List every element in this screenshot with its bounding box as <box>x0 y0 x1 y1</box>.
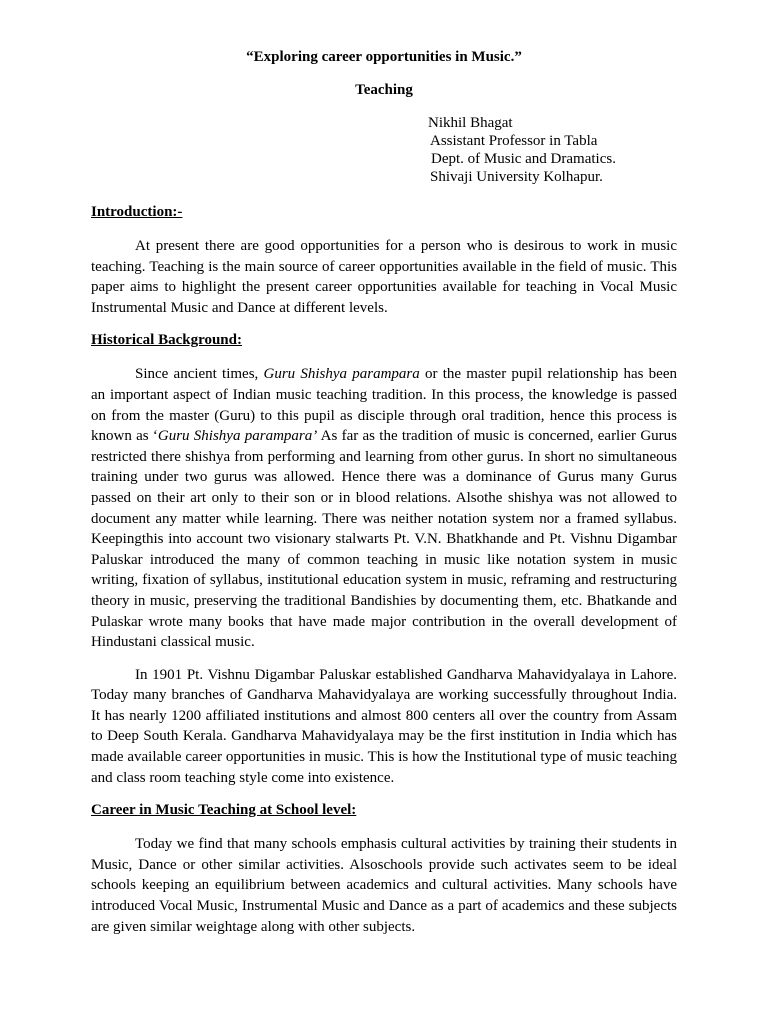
section-heading-school-level: Career in Music Teaching at School level: <box>91 802 357 819</box>
document-subtitle: Teaching <box>355 82 413 98</box>
historical-paragraph-2: In 1901 Pt. Vishnu Digambar Paluskar established Gandharva Mahavidyalaya in Lahore. Today many branches of Gandharva Mahavidyalaya are working successfully throughout India. It has nearly 1200 affiliated institutions and almost 800 centers all over the country from Assam to Deep South Kerala. Gandharva Mahavidyalaya may be the first institution in India which has made available career opportunities in music. This is how the Institutional type of music teaching and class room teaching style come into existence. <box>91 666 677 786</box>
historical-text-3: As far as the tradition of music is concerned, earlier Gurus restricted there shishya from performing and learning from other gurus. In short no simultaneous training under two gurus was allowed. Hence there was a dominance of Gurus many Gurus passed on their art only to their son or in blood relations. Alsothe shishya was not allowed to document any matter while learning. There was neither notation system nor a framed syllabus. Keepingthis into account two visionary stalwarts Pt. V.N. Bhatkhande and Pt. Vishnu Digambar Paluskar introduced the many of common teaching in music like notation system in music writing, fixation of syllabus, institutional education system in music, reframing and restructuring theory in music, preserving the traditional Bandishies by documenting them, etc. Bhatkande and Pulaskar wrote many books that have made major contribution in the overall development of Hindustani classical music. <box>91 428 677 651</box>
author-block <box>428 114 616 186</box>
author-university: Shivaji University Kolhapur. <box>430 169 603 185</box>
school-level-paragraph: Today we find that many schools emphasis cultural activities by training their students in Music, Dance or other similar activities. Alsoschools provide such activates seem to be ideal schools keeping an equilibrium between academics and cultural activities. Many schools have introduced Vocal Music, Instrumental Music and Dance as a part of academics and these subjects are given similar weightage along with other subjects. <box>91 836 677 935</box>
author-position: Assistant Professor in Tabla <box>430 133 598 149</box>
document-body <box>91 202 677 937</box>
section-heading-introduction: Introduction:- <box>91 204 183 220</box>
section-heading-historical-background: Historical Background: <box>91 332 242 349</box>
author-name: Nikhil Bhagat <box>428 115 513 131</box>
document-title: “Exploring career opportunities in Music.” <box>246 49 522 65</box>
introduction-paragraph: At present there are good opportunities for a person who is desirous to work in music teaching. Teaching is the main source of career opportunities available in the field of music. This paper aims to highlight the present career opportunities available for teaching in Vocal Music Instrumental Music and Dance at different levels. <box>91 238 677 316</box>
historical-paragraph-1 <box>91 364 677 652</box>
historical-text-2: or the master pupil relationship has been an important aspect of Indian music teaching tradition. In this process, the knowledge is passed on from the master (Guru) to this pupil as disciple through oral tradition, hence this process is known as ‘ <box>91 366 677 445</box>
author-department: Dept. of Music and Dramatics. <box>431 151 616 167</box>
historical-italic-term-1: Guru Shishya parampara <box>263 366 420 383</box>
historical-text-1: Since ancient times, <box>135 366 264 383</box>
historical-italic-term-2: Guru Shishya parampara’ <box>157 428 318 445</box>
